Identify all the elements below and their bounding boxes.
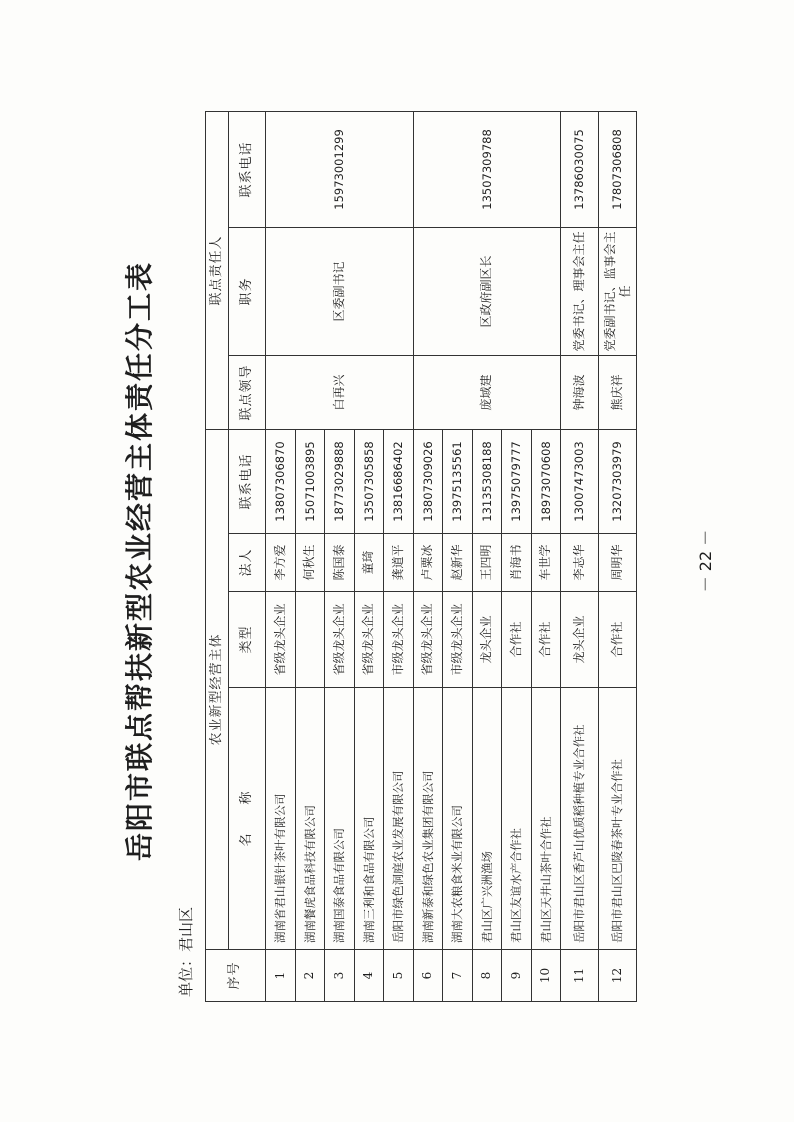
cell-type: 合作社	[599, 592, 637, 688]
cell-type: 省级龙头企业	[413, 592, 443, 688]
header-type: 类型	[229, 592, 266, 688]
cell-type: 合作社	[502, 592, 532, 688]
cell-type: 合作社	[531, 592, 561, 688]
page-title: 岳阳市联点帮扶新型农业经营主体责任分工表	[123, 261, 156, 862]
cell-no: 7	[443, 950, 473, 1002]
cell-phone: 13975079777	[502, 429, 532, 533]
cell-no: 4	[354, 950, 384, 1002]
cell-no: 9	[502, 950, 532, 1002]
cell-leader: 白再兴	[266, 355, 414, 429]
cell-no: 2	[295, 950, 325, 1002]
cell-legal: 陈国泰	[325, 534, 355, 592]
responsibility-table	[205, 111, 637, 1002]
cell-type: 龙头企业	[472, 592, 502, 688]
cell-no: 5	[384, 950, 414, 1002]
cell-legal: 王四明	[472, 534, 502, 592]
cell-name: 湖南国泰食品有限公司	[325, 688, 355, 950]
cell-position: 党委书记、理事会主任	[561, 227, 599, 355]
header-leader: 联点领导	[229, 355, 266, 429]
cell-type	[295, 592, 325, 688]
page-number: － 22 －	[696, 529, 715, 593]
cell-leader-phone: 13507309788	[413, 111, 561, 227]
cell-phone: 18973070608	[531, 429, 561, 533]
cell-type: 省级龙头企业	[354, 592, 384, 688]
cell-name: 岳阳市绿色洞庭农业发展有限公司	[384, 688, 414, 950]
header-leader-group: 联点责任人	[206, 111, 229, 429]
cell-position: 党委副书记、监事会主任	[599, 227, 637, 355]
cell-no: 8	[472, 950, 502, 1002]
cell-phone: 13807309026	[413, 429, 443, 533]
cell-type: 省级龙头企业	[266, 592, 296, 688]
cell-legal: 李志华	[561, 534, 599, 592]
cell-legal: 童琦	[354, 534, 384, 592]
table-row	[413, 111, 443, 1001]
cell-leader-phone: 15973001299	[266, 111, 414, 227]
cell-name: 湖南省君山银针茶叶有限公司	[266, 688, 296, 950]
header-entity-group: 农业新型经营主体	[206, 429, 229, 949]
cell-name: 湖南大农粮食米业有限公司	[443, 688, 473, 950]
cell-name: 君山区天井山茶叶合作社	[531, 688, 561, 950]
cell-legal: 肖海书	[502, 534, 532, 592]
cell-leader-phone: 13786030075	[561, 111, 599, 227]
cell-leader: 庞域建	[413, 355, 561, 429]
cell-type: 市级龙头企业	[443, 592, 473, 688]
cell-name: 湖南新泰和绿色农业集团有限公司	[413, 688, 443, 950]
header-legal: 法人	[229, 534, 266, 592]
table-row	[561, 111, 599, 1001]
cell-no: 10	[531, 950, 561, 1002]
cell-name: 岳阳市君山区香芦山优质稻种植专业合作社	[561, 688, 599, 950]
cell-legal: 赵新华	[443, 534, 473, 592]
cell-type: 龙头企业	[561, 592, 599, 688]
cell-leader-phone: 17807306808	[599, 111, 637, 227]
cell-name: 君山区友谊水产合作社	[502, 688, 532, 950]
cell-type: 省级龙头企业	[325, 592, 355, 688]
header-seq: 序号	[206, 950, 266, 1002]
cell-position: 区委副书记	[266, 227, 414, 355]
cell-no: 1	[266, 950, 296, 1002]
cell-no: 6	[413, 950, 443, 1002]
cell-phone: 18773029888	[325, 429, 355, 533]
cell-phone: 13507305858	[354, 429, 384, 533]
cell-name: 君山区广兴洲渔场	[472, 688, 502, 950]
cell-phone: 15071003895	[295, 429, 325, 533]
cell-position: 区政府副区长	[413, 227, 561, 355]
cell-legal: 李方爱	[266, 534, 296, 592]
cell-no: 3	[325, 950, 355, 1002]
header-position: 职务	[229, 227, 266, 355]
header-leader-phone: 联系电话	[229, 111, 266, 227]
cell-leader: 熊庆祥	[599, 355, 637, 429]
unit-label: 单位：君山区	[177, 906, 195, 997]
cell-phone: 13207303979	[599, 429, 637, 533]
cell-legal: 周明华	[599, 534, 637, 592]
table-row	[599, 111, 637, 1001]
cell-legal: 龚道平	[384, 534, 414, 592]
cell-name: 岳阳市君山区巴陵春茶叶专业合作社	[599, 688, 637, 950]
cell-phone: 13975135561	[443, 429, 473, 533]
cell-phone: 13816686402	[384, 429, 414, 533]
cell-type: 市级龙头企业	[384, 592, 414, 688]
cell-name: 湖南餐虎食品科技有限公司	[295, 688, 325, 950]
cell-name: 湖南三利和食品有限公司	[354, 688, 384, 950]
table-row	[266, 111, 296, 1001]
cell-phone: 13807306870	[266, 429, 296, 533]
cell-legal: 车世学	[531, 534, 561, 592]
cell-legal: 卢粟冰	[413, 534, 443, 592]
cell-phone: 13007473003	[561, 429, 599, 533]
header-phone: 联系电话	[229, 429, 266, 533]
cell-no: 12	[599, 950, 637, 1002]
cell-phone: 13135308188	[472, 429, 502, 533]
cell-leader: 钟海波	[561, 355, 599, 429]
cell-legal: 何秋生	[295, 534, 325, 592]
cell-no: 11	[561, 950, 599, 1002]
header-name: 名 称	[229, 688, 266, 950]
